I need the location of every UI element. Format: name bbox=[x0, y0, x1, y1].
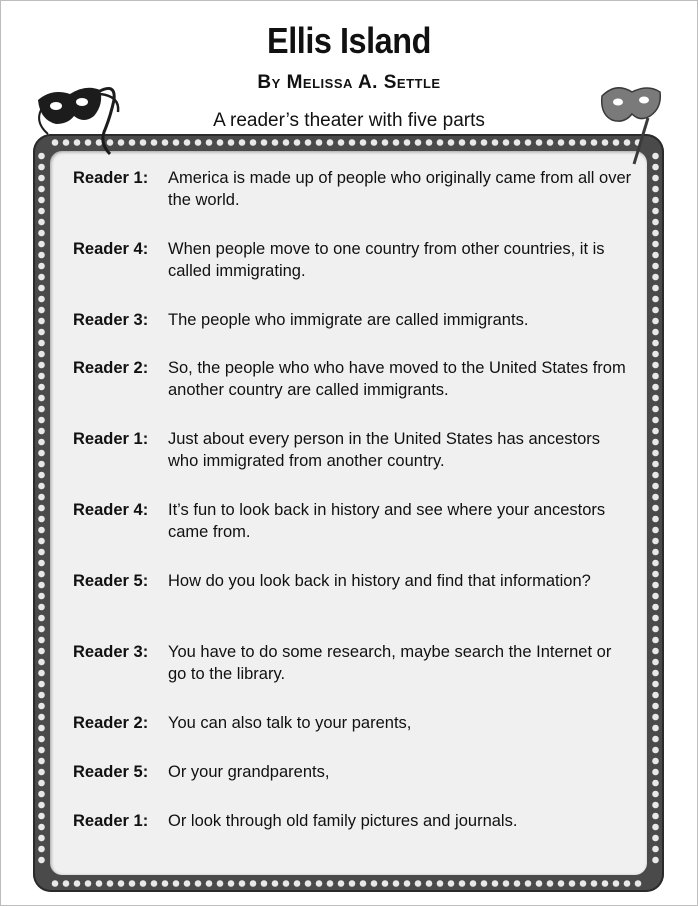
marquee-bulb bbox=[38, 241, 45, 248]
marquee-bulb bbox=[652, 186, 659, 193]
marquee-bulb bbox=[652, 615, 659, 622]
marquee-bulb bbox=[38, 538, 45, 545]
marquee-bulb bbox=[38, 340, 45, 347]
speech-text: Or look through old family pictures and journals. bbox=[168, 812, 518, 830]
marquee-bulb bbox=[652, 527, 659, 534]
marquee-bulb bbox=[652, 494, 659, 501]
marquee-bulb bbox=[652, 296, 659, 303]
speech-text: So, the people who who have moved to the United States from another country are called immigrants. bbox=[168, 359, 626, 399]
marquee-bulb bbox=[536, 880, 543, 887]
marquee-bulb bbox=[294, 139, 301, 146]
marquee-bulb bbox=[38, 769, 45, 776]
marquee-bulb bbox=[38, 219, 45, 226]
marquee-bulb bbox=[393, 139, 400, 146]
speaker-label: Reader 4: bbox=[73, 240, 149, 258]
speaker-label: Reader 5: bbox=[73, 572, 149, 590]
marquee-bulb bbox=[38, 439, 45, 446]
marquee-bulb bbox=[652, 208, 659, 215]
marquee-bulb bbox=[652, 659, 659, 666]
marquee-bulb bbox=[558, 880, 565, 887]
marquee-bulb bbox=[173, 880, 180, 887]
marquee-bulb bbox=[129, 139, 136, 146]
marquee-bulb bbox=[652, 670, 659, 677]
marquee-bulb bbox=[652, 197, 659, 204]
marquee-bulb bbox=[206, 139, 213, 146]
page-subtitle: A reader’s theater with five parts bbox=[213, 110, 485, 131]
marquee-bulb bbox=[415, 139, 422, 146]
marquee-bulb bbox=[38, 373, 45, 380]
marquee-bulb bbox=[38, 857, 45, 864]
speaker-label: Reader 4: bbox=[73, 501, 149, 519]
marquee-bulb bbox=[129, 880, 136, 887]
speech-text: The people who immigrate are called immigrants. bbox=[168, 311, 529, 329]
marquee-bulb bbox=[492, 139, 499, 146]
speaker-label: Reader 1: bbox=[73, 812, 149, 830]
marquee-bulb bbox=[305, 139, 312, 146]
marquee-bulb bbox=[38, 318, 45, 325]
marquee-bulb bbox=[38, 417, 45, 424]
marquee-bulb bbox=[652, 637, 659, 644]
marquee-bulb bbox=[503, 880, 510, 887]
marquee-bulb bbox=[38, 428, 45, 435]
marquee-bulb bbox=[652, 846, 659, 853]
marquee-bulb bbox=[140, 880, 147, 887]
marquee-bulb bbox=[652, 560, 659, 567]
marquee-bulb bbox=[652, 736, 659, 743]
marquee-bulb bbox=[38, 802, 45, 809]
theater-mask-icon bbox=[596, 78, 668, 168]
marquee-bulb bbox=[38, 208, 45, 215]
marquee-bulb bbox=[184, 139, 191, 146]
marquee-bulb bbox=[38, 747, 45, 754]
marquee-bulb bbox=[38, 714, 45, 721]
marquee-bulb bbox=[448, 880, 455, 887]
marquee-bulb bbox=[261, 139, 268, 146]
marquee-bulb bbox=[536, 139, 543, 146]
marquee-bulb bbox=[38, 329, 45, 336]
marquee-bulb bbox=[514, 880, 521, 887]
marquee-bulb bbox=[503, 139, 510, 146]
marquee-bulb bbox=[228, 880, 235, 887]
marquee-bulb bbox=[140, 139, 147, 146]
marquee-bulb bbox=[613, 880, 620, 887]
marquee-bulb bbox=[652, 538, 659, 545]
marquee-bulb bbox=[38, 758, 45, 765]
marquee-bulb bbox=[38, 835, 45, 842]
marquee-bulb bbox=[239, 880, 246, 887]
marquee-bulb bbox=[38, 406, 45, 413]
marquee-bulb bbox=[38, 164, 45, 171]
marquee-bulb bbox=[272, 880, 279, 887]
marquee-bulb bbox=[151, 139, 158, 146]
marquee-bulb bbox=[38, 681, 45, 688]
marquee-bulb bbox=[459, 139, 466, 146]
marquee-bulb bbox=[652, 175, 659, 182]
marquee-bulb bbox=[652, 241, 659, 248]
marquee-bulb bbox=[652, 824, 659, 831]
marquee-bulb bbox=[652, 780, 659, 787]
marquee-bulb bbox=[652, 417, 659, 424]
marquee-bulb bbox=[272, 139, 279, 146]
marquee-bulb bbox=[96, 880, 103, 887]
speech-text: Just about every person in the United States has ancestors who immigrated from another country. bbox=[168, 430, 600, 470]
author-byline: By Melissa A. Settle bbox=[257, 72, 441, 93]
marquee-bulb bbox=[635, 880, 642, 887]
marquee-bulb bbox=[38, 450, 45, 457]
marquee-bulb bbox=[558, 139, 565, 146]
marquee-bulb bbox=[652, 802, 659, 809]
marquee-bulb bbox=[652, 285, 659, 292]
marquee-bulb bbox=[283, 880, 290, 887]
marquee-bulb bbox=[481, 880, 488, 887]
script-panel bbox=[50, 151, 647, 875]
marquee-bulb bbox=[38, 648, 45, 655]
marquee-bulb bbox=[652, 461, 659, 468]
marquee-bulb bbox=[327, 880, 334, 887]
marquee-bulb bbox=[652, 252, 659, 259]
marquee-bulb bbox=[206, 880, 213, 887]
speech-text: America is made up of people who originally came from all over the world. bbox=[168, 169, 632, 209]
speech-text: It’s fun to look back in history and see where your ancestors came from. bbox=[168, 501, 606, 541]
marquee-bulb bbox=[38, 516, 45, 523]
marquee-bulb bbox=[250, 139, 257, 146]
marquee-bulb bbox=[652, 549, 659, 556]
speech-text: When people move to one country from other countries, it is called immigrating. bbox=[168, 240, 605, 280]
marquee-bulb bbox=[624, 880, 631, 887]
marquee-frame bbox=[33, 134, 664, 892]
marquee-bulb bbox=[107, 880, 114, 887]
marquee-bulb bbox=[652, 406, 659, 413]
marquee-bulb bbox=[470, 139, 477, 146]
marquee-bulb bbox=[217, 880, 224, 887]
marquee-bulb bbox=[38, 384, 45, 391]
marquee-bulb bbox=[38, 593, 45, 600]
marquee-bulb bbox=[652, 648, 659, 655]
marquee-bulb bbox=[602, 880, 609, 887]
marquee-bulb bbox=[426, 880, 433, 887]
marquee-bulb bbox=[652, 274, 659, 281]
marquee-bulb bbox=[38, 307, 45, 314]
page-title: Ellis Island bbox=[267, 20, 431, 61]
marquee-bulb bbox=[652, 791, 659, 798]
marquee-bulb bbox=[85, 880, 92, 887]
marquee-bulb bbox=[481, 139, 488, 146]
marquee-bulb bbox=[580, 880, 587, 887]
marquee-bulb bbox=[38, 780, 45, 787]
marquee-bulb bbox=[492, 880, 499, 887]
marquee-bulb bbox=[371, 880, 378, 887]
marquee-bulb bbox=[382, 880, 389, 887]
marquee-bulb bbox=[38, 362, 45, 369]
speaker-label: Reader 5: bbox=[73, 763, 149, 781]
marquee-bulb bbox=[652, 439, 659, 446]
marquee-bulb bbox=[652, 681, 659, 688]
marquee-bulb bbox=[118, 880, 125, 887]
marquee-bulb bbox=[652, 373, 659, 380]
marquee-bulb bbox=[38, 175, 45, 182]
marquee-bulb bbox=[652, 692, 659, 699]
speaker-label: Reader 2: bbox=[73, 359, 149, 377]
marquee-bulb bbox=[38, 252, 45, 259]
script-lines bbox=[50, 151, 647, 875]
marquee-bulb bbox=[327, 139, 334, 146]
marquee-bulb bbox=[173, 139, 180, 146]
marquee-bulb bbox=[261, 880, 268, 887]
marquee-bulb bbox=[652, 351, 659, 358]
marquee-bulb bbox=[569, 880, 576, 887]
marquee-bulb bbox=[38, 692, 45, 699]
speech-text: You can also talk to your parents, bbox=[168, 714, 412, 732]
marquee-bulb bbox=[294, 880, 301, 887]
speech-text: Or your grandparents, bbox=[168, 763, 330, 781]
speaker-label: Reader 3: bbox=[73, 311, 149, 329]
marquee-bulb bbox=[360, 139, 367, 146]
marquee-bulb bbox=[38, 813, 45, 820]
marquee-bulb bbox=[38, 582, 45, 589]
marquee-bulb bbox=[525, 139, 532, 146]
marquee-bulb bbox=[63, 880, 70, 887]
marquee-bulb bbox=[38, 615, 45, 622]
marquee-bulb bbox=[283, 139, 290, 146]
marquee-bulb bbox=[38, 505, 45, 512]
marquee-bulb bbox=[382, 139, 389, 146]
marquee-bulb bbox=[38, 824, 45, 831]
speaker-label: Reader 1: bbox=[73, 169, 149, 187]
speaker-label: Reader 3: bbox=[73, 643, 149, 661]
marquee-bulb bbox=[38, 703, 45, 710]
marquee-bulb bbox=[547, 880, 554, 887]
marquee-bulb bbox=[652, 230, 659, 237]
marquee-bulb bbox=[652, 505, 659, 512]
marquee-bulb bbox=[316, 139, 323, 146]
marquee-bulb bbox=[652, 571, 659, 578]
marquee-bulb bbox=[415, 880, 422, 887]
marquee-bulb bbox=[38, 483, 45, 490]
marquee-bulb bbox=[349, 880, 356, 887]
marquee-bulb bbox=[652, 725, 659, 732]
marquee-bulb bbox=[38, 230, 45, 237]
marquee-bulb bbox=[404, 139, 411, 146]
marquee-bulb bbox=[652, 307, 659, 314]
marquee-bulb bbox=[38, 791, 45, 798]
marquee-bulb bbox=[652, 483, 659, 490]
marquee-bulb bbox=[569, 139, 576, 146]
marquee-bulb bbox=[38, 626, 45, 633]
marquee-bulb bbox=[652, 219, 659, 226]
marquee-bulb bbox=[38, 472, 45, 479]
marquee-bulb bbox=[338, 880, 345, 887]
marquee-bulb bbox=[652, 747, 659, 754]
speech-text: You have to do some research, maybe search the Internet or go to the library. bbox=[168, 643, 612, 683]
marquee-bulb bbox=[38, 395, 45, 402]
marquee-bulb bbox=[239, 139, 246, 146]
speaker-label: Reader 1: bbox=[73, 430, 149, 448]
marquee-bulb bbox=[652, 340, 659, 347]
marquee-bulb bbox=[228, 139, 235, 146]
marquee-bulb bbox=[38, 461, 45, 468]
marquee-bulb bbox=[580, 139, 587, 146]
marquee-bulb bbox=[652, 318, 659, 325]
marquee-bulb bbox=[162, 139, 169, 146]
marquee-bulb bbox=[525, 880, 532, 887]
marquee-bulb bbox=[393, 880, 400, 887]
marquee-bulb bbox=[52, 880, 59, 887]
marquee-bulb bbox=[459, 880, 466, 887]
marquee-bulb bbox=[195, 139, 202, 146]
marquee-bulb bbox=[38, 725, 45, 732]
marquee-bulb bbox=[38, 560, 45, 567]
marquee-bulb bbox=[404, 880, 411, 887]
marquee-bulb bbox=[38, 351, 45, 358]
marquee-bulb bbox=[652, 703, 659, 710]
marquee-bulb bbox=[437, 139, 444, 146]
marquee-bulb bbox=[470, 880, 477, 887]
marquee-bulb bbox=[652, 604, 659, 611]
marquee-bulb bbox=[652, 329, 659, 336]
marquee-bulb bbox=[38, 659, 45, 666]
marquee-bulb bbox=[652, 395, 659, 402]
marquee-bulb bbox=[38, 197, 45, 204]
marquee-bulb bbox=[38, 285, 45, 292]
marquee-bulb bbox=[316, 880, 323, 887]
marquee-bulb bbox=[652, 450, 659, 457]
marquee-bulb bbox=[437, 880, 444, 887]
marquee-bulb bbox=[38, 846, 45, 853]
marquee-bulb bbox=[652, 758, 659, 765]
marquee-bulb bbox=[74, 880, 81, 887]
marquee-bulb bbox=[38, 736, 45, 743]
marquee-bulb bbox=[38, 571, 45, 578]
marquee-bulb bbox=[38, 263, 45, 270]
marquee-bulb bbox=[349, 139, 356, 146]
marquee-bulb bbox=[652, 263, 659, 270]
marquee-bulb bbox=[652, 593, 659, 600]
marquee-bulb bbox=[38, 604, 45, 611]
marquee-bulb bbox=[38, 670, 45, 677]
marquee-bulb bbox=[652, 384, 659, 391]
marquee-bulb bbox=[514, 139, 521, 146]
marquee-bulb bbox=[547, 139, 554, 146]
marquee-bulb bbox=[38, 637, 45, 644]
marquee-bulb bbox=[162, 880, 169, 887]
marquee-bulb bbox=[652, 714, 659, 721]
marquee-bulb bbox=[652, 516, 659, 523]
marquee-bulb bbox=[217, 139, 224, 146]
marquee-bulb bbox=[371, 139, 378, 146]
marquee-bulb bbox=[652, 769, 659, 776]
marquee-bulb bbox=[652, 857, 659, 864]
marquee-bulb bbox=[652, 813, 659, 820]
marquee-bulb bbox=[184, 880, 191, 887]
marquee-bulb bbox=[195, 880, 202, 887]
theater-mask-icon bbox=[30, 78, 126, 162]
marquee-bulb bbox=[250, 880, 257, 887]
marquee-bulb bbox=[305, 880, 312, 887]
marquee-bulb bbox=[652, 472, 659, 479]
marquee-bulb bbox=[591, 880, 598, 887]
marquee-bulb bbox=[38, 296, 45, 303]
marquee-bulb bbox=[38, 494, 45, 501]
marquee-bulb bbox=[652, 362, 659, 369]
marquee-bulb bbox=[38, 527, 45, 534]
speech-text: How do you look back in history and find that information? bbox=[168, 572, 591, 590]
marquee-bulb bbox=[38, 549, 45, 556]
marquee-bulb bbox=[38, 186, 45, 193]
marquee-bulb bbox=[652, 428, 659, 435]
marquee-bulb bbox=[448, 139, 455, 146]
marquee-bulb bbox=[360, 880, 367, 887]
marquee-bulb bbox=[426, 139, 433, 146]
marquee-bulb bbox=[652, 626, 659, 633]
marquee-bulb bbox=[652, 835, 659, 842]
speaker-label: Reader 2: bbox=[73, 714, 149, 732]
marquee-bulb bbox=[38, 274, 45, 281]
marquee-bulb bbox=[338, 139, 345, 146]
marquee-bulb bbox=[151, 880, 158, 887]
marquee-bulb bbox=[652, 582, 659, 589]
